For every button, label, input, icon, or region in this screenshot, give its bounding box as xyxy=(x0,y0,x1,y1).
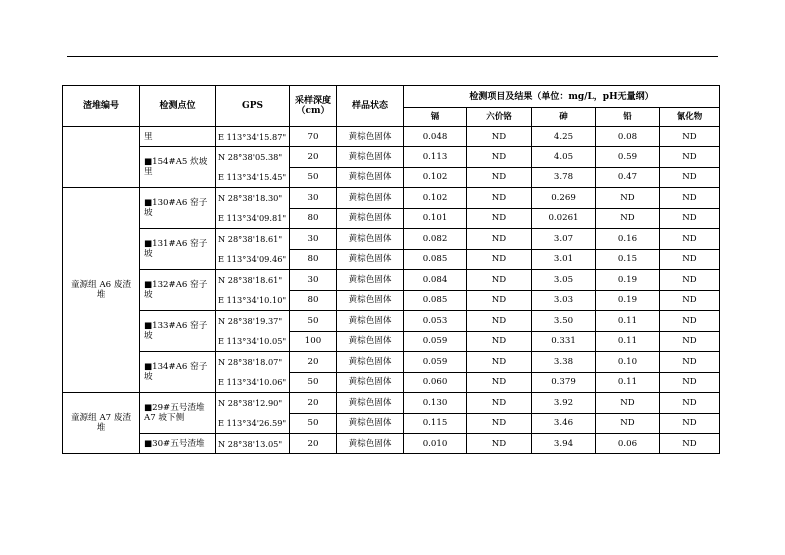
gps-north: N 28°38'18.61" xyxy=(218,234,283,244)
depth-cell: 20 xyxy=(290,393,337,414)
gps-cell xyxy=(216,311,290,352)
heap-cell xyxy=(63,127,140,188)
arsenic-cell: 3.50 xyxy=(532,311,596,332)
lead-cell: 0.59 xyxy=(596,147,660,168)
chromium-vi-cell: ND xyxy=(467,249,532,270)
cyanide-cell: ND xyxy=(660,331,720,352)
chromium-vi-cell: ND xyxy=(467,208,532,229)
heap-cell: 童源组 A7 废渣堆 xyxy=(63,393,140,454)
cyanide-cell: ND xyxy=(660,127,720,147)
cadmium-cell: 0.082 xyxy=(404,229,467,250)
state-cell: 黄棕色固体 xyxy=(337,311,404,332)
arsenic-cell: 0.0261 xyxy=(532,208,596,229)
cyanide-cell: ND xyxy=(660,393,720,414)
gps-east: E 113°34'09.46" xyxy=(218,254,287,264)
state-cell: 黄棕色固体 xyxy=(337,188,404,209)
gps-cell: N 28°38'13.05" xyxy=(216,434,290,454)
lead-cell: 0.19 xyxy=(596,290,660,311)
gps-north: N 28°38'12.90" xyxy=(218,398,283,408)
depth-cell: 70 xyxy=(290,127,337,147)
chromium-vi-cell: ND xyxy=(467,167,532,188)
arsenic-cell: 3.03 xyxy=(532,290,596,311)
cyanide-cell: ND xyxy=(660,270,720,291)
point-cell: ■133#A6 窑子坡 xyxy=(140,311,216,352)
col-lead: 铅 xyxy=(596,108,660,127)
chromium-vi-cell: ND xyxy=(467,413,532,434)
state-cell: 黄棕色固体 xyxy=(337,127,404,147)
lead-cell: 0.19 xyxy=(596,270,660,291)
chromium-vi-cell: ND xyxy=(467,147,532,168)
depth-cell: 20 xyxy=(290,434,337,454)
lead-cell: ND xyxy=(596,188,660,209)
state-cell: 黄棕色固体 xyxy=(337,147,404,168)
arsenic-cell: 3.05 xyxy=(532,270,596,291)
cyanide-cell: ND xyxy=(660,208,720,229)
gps-east: E 113°34'10.10" xyxy=(218,295,287,305)
cyanide-cell: ND xyxy=(660,147,720,168)
chromium-vi-cell: ND xyxy=(467,331,532,352)
point-cell: 里 xyxy=(140,127,216,147)
cyanide-cell: ND xyxy=(660,434,720,454)
table-row xyxy=(63,127,720,147)
cadmium-cell: 0.059 xyxy=(404,331,467,352)
arsenic-cell: 0.379 xyxy=(532,372,596,393)
table-row xyxy=(63,393,720,414)
arsenic-cell: 3.78 xyxy=(532,167,596,188)
gps-cell xyxy=(216,147,290,188)
cyanide-cell: ND xyxy=(660,413,720,434)
gps-cell xyxy=(216,270,290,311)
cadmium-cell: 0.085 xyxy=(404,249,467,270)
lead-cell: ND xyxy=(596,208,660,229)
arsenic-cell: 4.05 xyxy=(532,147,596,168)
point-cell: ■154#A5 炊坡里 xyxy=(140,147,216,188)
depth-cell: 50 xyxy=(290,311,337,332)
results-table xyxy=(62,85,720,454)
chromium-vi-cell: ND xyxy=(467,229,532,250)
chromium-vi-cell: ND xyxy=(467,270,532,291)
state-cell: 黄棕色固体 xyxy=(337,393,404,414)
gps-north: N 28°38'18.07" xyxy=(218,357,283,367)
arsenic-cell: 3.46 xyxy=(532,413,596,434)
state-cell: 黄棕色固体 xyxy=(337,290,404,311)
state-cell: 黄棕色固体 xyxy=(337,372,404,393)
state-cell: 黄棕色固体 xyxy=(337,167,404,188)
point-cell: ■131#A6 窑子坡 xyxy=(140,229,216,270)
col-results-group: 检测项目及结果（单位：mg/L，pH无量纲） xyxy=(404,86,720,108)
cadmium-cell: 0.113 xyxy=(404,147,467,168)
state-cell: 黄棕色固体 xyxy=(337,413,404,434)
table-row xyxy=(63,188,720,209)
lead-cell: 0.11 xyxy=(596,372,660,393)
point-cell: ■29#五号渣堆 A7 坡下侧 xyxy=(140,393,216,434)
top-rule xyxy=(67,56,718,57)
chromium-vi-cell: ND xyxy=(467,372,532,393)
lead-cell: ND xyxy=(596,413,660,434)
state-cell: 黄棕色固体 xyxy=(337,331,404,352)
cadmium-cell: 0.085 xyxy=(404,290,467,311)
point-cell: ■132#A6 窑子坡 xyxy=(140,270,216,311)
depth-cell: 80 xyxy=(290,290,337,311)
arsenic-cell: 0.331 xyxy=(532,331,596,352)
point-cell: ■130#A6 窑子坡 xyxy=(140,188,216,229)
gps-east: E 113°34'10.05" xyxy=(218,336,287,346)
depth-cell: 30 xyxy=(290,229,337,250)
depth-cell: 80 xyxy=(290,208,337,229)
chromium-vi-cell: ND xyxy=(467,188,532,209)
lead-cell: 0.10 xyxy=(596,352,660,373)
cadmium-cell: 0.053 xyxy=(404,311,467,332)
chromium-vi-cell: ND xyxy=(467,434,532,454)
cyanide-cell: ND xyxy=(660,372,720,393)
state-cell: 黄棕色固体 xyxy=(337,270,404,291)
point-cell: ■30#五号渣堆 xyxy=(140,434,216,454)
cadmium-cell: 0.084 xyxy=(404,270,467,291)
gps-east: E 113°34'09.81" xyxy=(218,213,287,223)
table-row xyxy=(63,270,720,291)
cadmium-cell: 0.048 xyxy=(404,127,467,147)
chromium-vi-cell: ND xyxy=(467,290,532,311)
table-row xyxy=(63,311,720,332)
col-arsenic: 砷 xyxy=(532,108,596,127)
state-cell: 黄棕色固体 xyxy=(337,249,404,270)
cyanide-cell: ND xyxy=(660,249,720,270)
depth-cell: 100 xyxy=(290,331,337,352)
col-gps: GPS xyxy=(216,86,290,127)
cadmium-cell: 0.102 xyxy=(404,188,467,209)
lead-cell: 0.47 xyxy=(596,167,660,188)
cadmium-cell: 0.060 xyxy=(404,372,467,393)
gps-cell xyxy=(216,188,290,229)
lead-cell: 0.06 xyxy=(596,434,660,454)
lead-cell: 0.15 xyxy=(596,249,660,270)
cadmium-cell: 0.130 xyxy=(404,393,467,414)
table-row xyxy=(63,352,720,373)
col-cyanide: 氰化物 xyxy=(660,108,720,127)
gps-north: N 28°38'19.37" xyxy=(218,316,283,326)
arsenic-cell: 3.01 xyxy=(532,249,596,270)
state-cell: 黄棕色固体 xyxy=(337,229,404,250)
chromium-vi-cell: ND xyxy=(467,127,532,147)
lead-cell: 0.16 xyxy=(596,229,660,250)
lead-cell: 0.08 xyxy=(596,127,660,147)
cyanide-cell: ND xyxy=(660,352,720,373)
chromium-vi-cell: ND xyxy=(467,352,532,373)
depth-cell: 80 xyxy=(290,249,337,270)
arsenic-cell: 3.94 xyxy=(532,434,596,454)
gps-north: N 28°38'05.38" xyxy=(218,152,283,162)
lead-cell: 0.11 xyxy=(596,331,660,352)
arsenic-cell: 4.25 xyxy=(532,127,596,147)
gps-north: N 28°38'18.30" xyxy=(218,193,283,203)
cyanide-cell: ND xyxy=(660,188,720,209)
table-row xyxy=(63,147,720,168)
gps-east: E 113°34'10.06" xyxy=(218,377,287,387)
arsenic-cell: 0.269 xyxy=(532,188,596,209)
gps-cell xyxy=(216,352,290,393)
state-cell: 黄棕色固体 xyxy=(337,208,404,229)
table-row xyxy=(63,434,720,454)
col-chromium-vi: 六价铬 xyxy=(467,108,532,127)
depth-cell: 50 xyxy=(290,167,337,188)
col-depth: 采样深度（cm） xyxy=(290,86,337,127)
chromium-vi-cell: ND xyxy=(467,311,532,332)
chromium-vi-cell: ND xyxy=(467,393,532,414)
gps-cell xyxy=(216,393,290,434)
heap-cell: 童源组 A6 废渣堆 xyxy=(63,188,140,393)
cadmium-cell: 0.101 xyxy=(404,208,467,229)
col-cadmium: 镉 xyxy=(404,108,467,127)
gps-cell xyxy=(216,229,290,270)
arsenic-cell: 3.07 xyxy=(532,229,596,250)
cadmium-cell: 0.102 xyxy=(404,167,467,188)
point-cell: ■134#A6 窑子坡 xyxy=(140,352,216,393)
table-row xyxy=(63,229,720,250)
lead-cell: 0.11 xyxy=(596,311,660,332)
gps-north: N 28°38'18.61" xyxy=(218,275,283,285)
cyanide-cell: ND xyxy=(660,167,720,188)
cyanide-cell: ND xyxy=(660,311,720,332)
depth-cell: 30 xyxy=(290,188,337,209)
arsenic-cell: 3.38 xyxy=(532,352,596,373)
lead-cell: ND xyxy=(596,393,660,414)
depth-cell: 50 xyxy=(290,413,337,434)
cyanide-cell: ND xyxy=(660,290,720,311)
depth-cell: 30 xyxy=(290,270,337,291)
gps-cell: E 113°34'15.87" xyxy=(216,127,290,147)
depth-cell: 20 xyxy=(290,147,337,168)
col-point: 检测点位 xyxy=(140,86,216,127)
state-cell: 黄棕色固体 xyxy=(337,434,404,454)
depth-cell: 50 xyxy=(290,372,337,393)
cadmium-cell: 0.115 xyxy=(404,413,467,434)
gps-east: E 113°34'26.59" xyxy=(218,418,287,428)
gps-east: E 113°34'15.45" xyxy=(218,172,287,182)
cadmium-cell: 0.059 xyxy=(404,352,467,373)
state-cell: 黄棕色固体 xyxy=(337,352,404,373)
col-state: 样品状态 xyxy=(337,86,404,127)
arsenic-cell: 3.92 xyxy=(532,393,596,414)
cadmium-cell: 0.010 xyxy=(404,434,467,454)
col-heap-id: 渣堆编号 xyxy=(63,86,140,127)
cyanide-cell: ND xyxy=(660,229,720,250)
depth-cell: 20 xyxy=(290,352,337,373)
